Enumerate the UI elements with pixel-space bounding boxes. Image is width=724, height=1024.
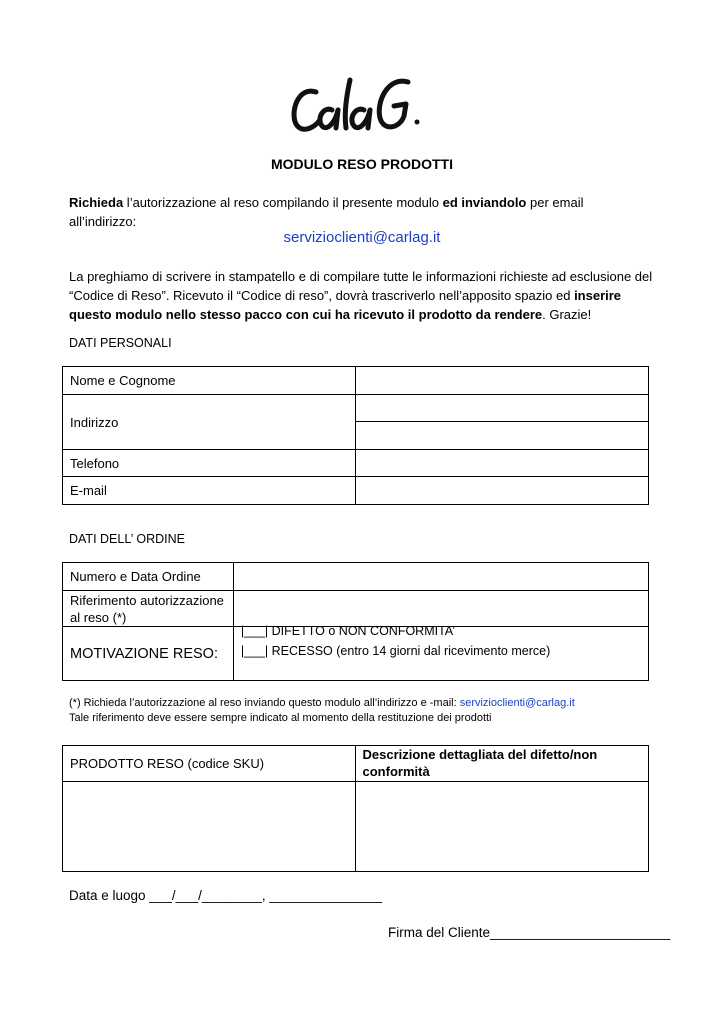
return-note: (*) Richieda l’autorizzazione al reso inviando questo modulo all’indirizzo e -mail: servizioclienti@carlag.it Tale riferimento deve essere sempre indicato al momento della restituzione dei prodotti <box>69 697 575 724</box>
email-field[interactable] <box>355 477 648 505</box>
page-title: MODULO RESO PRODOTTI <box>271 156 453 172</box>
description-field[interactable] <box>355 782 649 872</box>
description-header: Descrizione dettagliata del difetto/non conformità <box>355 746 649 782</box>
name-label: Nome e Cognome <box>63 367 356 395</box>
address-label: Indirizzo <box>63 395 356 450</box>
product-table <box>62 745 649 872</box>
intro-text: Richieda l’autorizzazione al reso compilando il presente modulo ed inviandolo per email all’indirizzo: <box>69 195 584 229</box>
date-place-line[interactable]: Data e luogo ___/___/________, _______________ <box>69 888 383 903</box>
personal-data-table <box>62 366 649 505</box>
reason-defect-option[interactable]: |___| DIFETTO o NON CONFORMITA’ <box>240 624 455 638</box>
name-field[interactable] <box>355 367 648 395</box>
sku-header: PRODOTTO RESO (codice SKU) <box>63 746 356 782</box>
carlag-logo <box>284 62 434 142</box>
return-reference-label: Riferimento autorizzazione al reso (*) <box>63 591 234 627</box>
return-reason-options <box>233 624 648 681</box>
order-data-heading: DATI DELL’ ORDINE <box>69 532 185 546</box>
phone-field[interactable] <box>355 450 648 477</box>
note-email-link[interactable]: servizioclienti@carlag.it <box>459 697 575 709</box>
instructions-paragraph: La preghiamo di scrivere in stampatello e di compilare tutte le informazioni richieste ad esclusione del “Codice di Reso”. Ricevuto il “Codice di reso”, dovrà trascriverlo nell’apposito spazio ed inserire questo modulo nello stesso pacco con cui ha ricevuto il prodotto da rendere. Grazie! <box>69 269 653 322</box>
signature-line[interactable]: Firma del Cliente________________________ <box>388 925 671 940</box>
reason-withdrawal-option[interactable]: |___| RECESSO (entro 14 giorni dal ricevimento merce) <box>240 644 551 658</box>
order-data-table <box>62 562 649 681</box>
sku-field[interactable] <box>63 782 356 872</box>
address-field-2[interactable] <box>355 422 648 450</box>
personal-data-heading: DATI PERSONALI <box>69 336 172 350</box>
address-field-1[interactable] <box>355 395 648 422</box>
email-link[interactable]: servizioclienti@carlag.it <box>283 229 441 246</box>
email-label: E-mail <box>63 477 356 505</box>
phone-label: Telefono <box>63 450 356 477</box>
order-number-field[interactable] <box>233 563 648 591</box>
return-reason-label: MOTIVAZIONE RESO: <box>63 627 234 681</box>
order-number-label: Numero e Data Ordine <box>63 563 234 591</box>
